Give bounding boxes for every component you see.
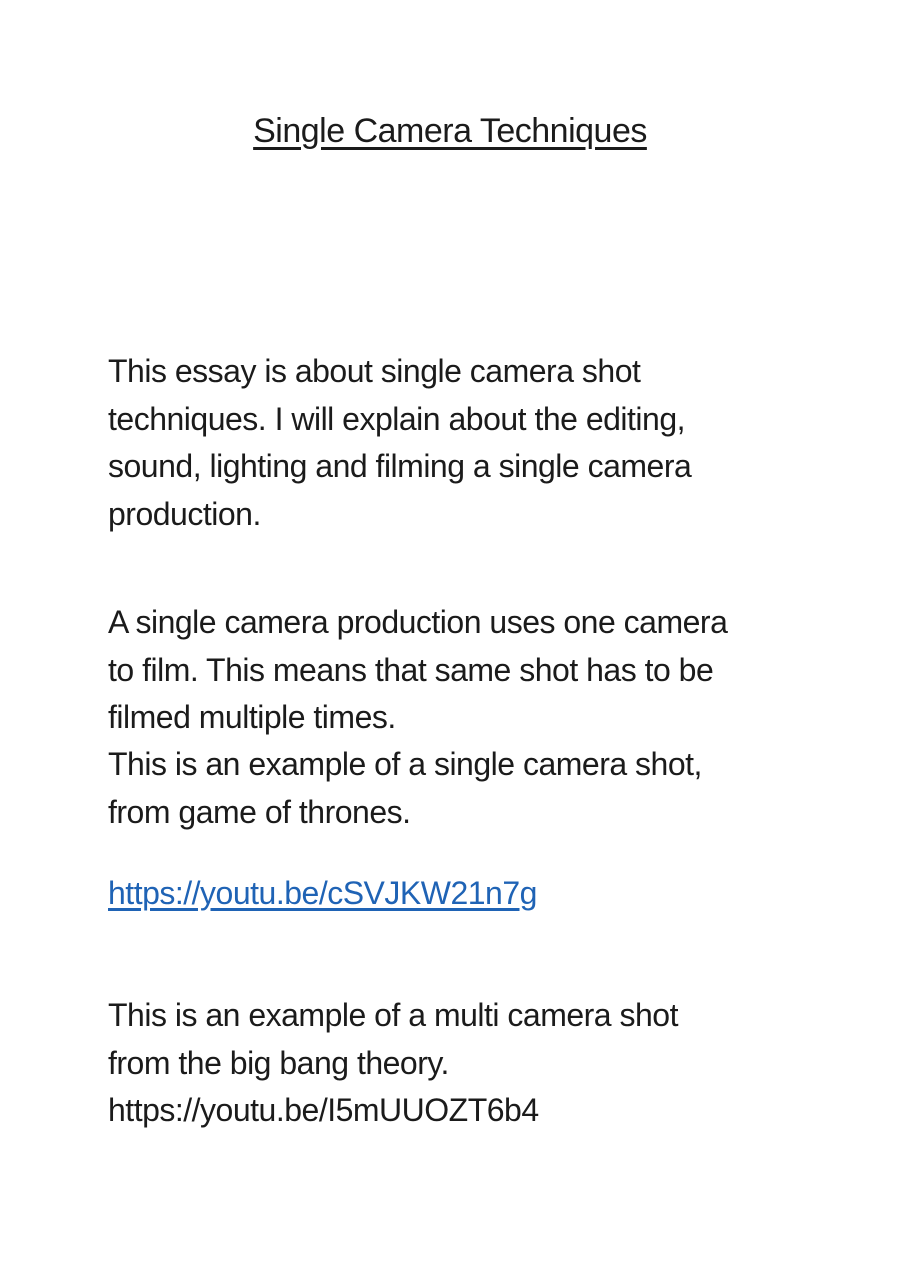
text-line: A single camera production uses one camera — [108, 604, 728, 640]
text-line: This essay is about single camera shot — [108, 353, 641, 389]
paragraph-intro — [108, 348, 840, 538]
document-title: Single Camera Techniques — [253, 112, 647, 150]
paragraph-single-camera — [108, 599, 840, 742]
paragraph-single-example — [108, 741, 840, 836]
paragraph-multi-example — [108, 992, 840, 1135]
text-line: This is an example of a multi camera shot — [108, 997, 678, 1033]
youtube-link-single-camera[interactable]: https://youtu.be/cSVJKW21n7g — [108, 875, 537, 911]
text-line: filmed multiple times. — [108, 699, 396, 735]
youtube-url-plain-text: https://youtu.be/I5mUUOZT6b4 — [108, 1092, 539, 1128]
text-line: sound, lighting and filming a single camera — [108, 448, 692, 484]
text-line: from the big bang theory. — [108, 1044, 449, 1081]
text-line: from game of thrones. — [108, 793, 411, 830]
paragraph-single-example-link — [108, 870, 840, 918]
text-line: techniques. I will explain about the editing, — [108, 400, 685, 437]
text-line: production. — [108, 495, 261, 532]
text-line: to film. This means that same shot has to be — [108, 651, 714, 688]
text-line: This is an example of a single camera shot, — [108, 746, 702, 782]
